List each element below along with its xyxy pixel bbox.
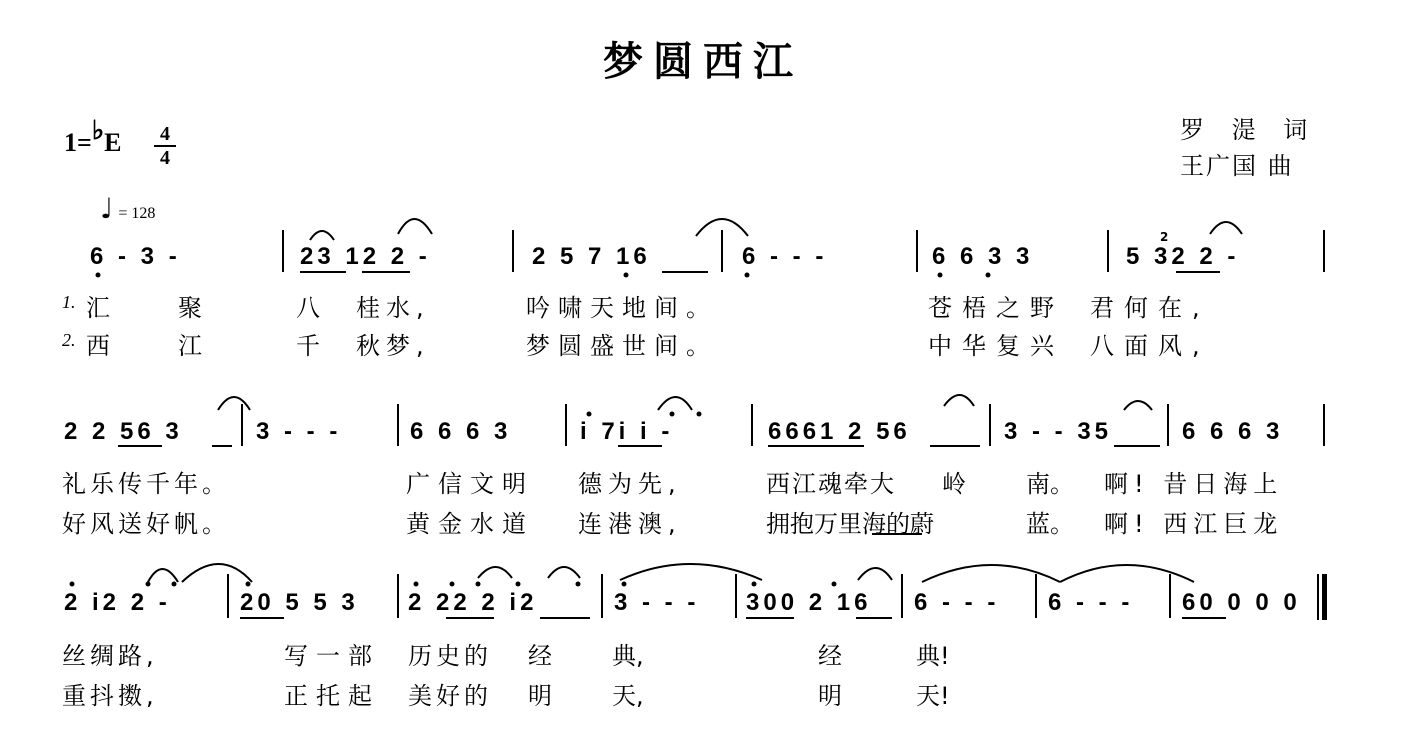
lyric-4-2: 黄金水道: [406, 510, 534, 538]
lyric-5-2: 写一部: [284, 642, 380, 670]
lyric-5-1: 丝绸路,: [62, 642, 158, 670]
lyric-3-3: 德为先,: [578, 470, 682, 498]
octave-dots: [70, 273, 991, 587]
measure-3-1: 2 i2 2 -: [64, 589, 171, 616]
flat-icon: ♭: [91, 116, 105, 145]
measure-3-6: 6 - - -: [914, 589, 1000, 616]
measure-1-2: 23 12 2 -: [300, 243, 431, 270]
lyric-1-4: 桂水,: [356, 294, 430, 322]
verse-number-1: 1.: [62, 292, 76, 312]
lyric-6-4: 明: [528, 682, 552, 710]
measure-3-8: 60 0 0 0: [1182, 589, 1301, 616]
barlines: [228, 230, 1324, 620]
lyric-6-1: 重抖擞,: [62, 682, 158, 710]
composer-credit: 王广国 曲: [1180, 152, 1294, 180]
lyric-1-5: 吟啸天地间。: [526, 294, 718, 322]
lyric-2-6: 中华复兴: [928, 332, 1064, 360]
slurs: [148, 219, 1242, 582]
lyric-2-5: 梦圆盛世间。: [526, 332, 718, 360]
measure-2-1: 2 2 56 3: [64, 418, 183, 445]
measure-2-7: 6 6 6 3: [1182, 418, 1284, 445]
measure-2-6: 3 - - 35: [1004, 418, 1113, 445]
lyric-1-2: 聚: [178, 294, 202, 322]
time-sig-top: 4: [160, 123, 170, 145]
lyric-1-6: 苍梧之野: [928, 294, 1064, 322]
lyric-2-4: 秋梦,: [356, 332, 430, 360]
measure-3-5: 300 2 16: [746, 589, 872, 616]
key-prefix: 1=: [64, 128, 92, 157]
lyric-1-3: 八: [296, 294, 320, 322]
lyric-3-5: 岭: [942, 470, 966, 498]
measure-2-5: 6661 2 56: [768, 418, 911, 445]
lyric-3-6: 南。: [1026, 470, 1074, 498]
measure-1-5: 6 6 3 3: [932, 243, 1034, 270]
measure-1-3: 2 5 7 16: [532, 243, 651, 270]
tempo-text: = 128: [118, 205, 156, 222]
lyric-5-7: 典!: [916, 642, 950, 670]
lyric-1-1: 汇: [86, 294, 110, 322]
measure-2-4: i 7i i -: [580, 418, 674, 445]
lyric-2-2: 江: [178, 332, 202, 360]
lyric-5-6: 经: [818, 642, 842, 670]
lyric-4-5: 蓝。: [1026, 510, 1074, 538]
lyric-3-2: 广信文明: [406, 470, 534, 498]
key-note: E: [104, 128, 122, 157]
measure-2-3: 6 6 6 3: [410, 418, 512, 445]
measure-1-1: 6 - 3 -: [90, 243, 181, 270]
lyric-4-3: 连港澳,: [578, 510, 682, 538]
measure-3-4: 3 - - -: [614, 589, 700, 616]
lyric-4-1: 好风送好帆。: [62, 510, 230, 538]
time-sig-bottom: 4: [160, 147, 170, 169]
grace-note: 2: [1160, 230, 1169, 244]
lyric-6-3: 美好的: [408, 682, 492, 710]
lyric-5-3: 历史的: [408, 642, 492, 670]
measure-3-7: 6 - - -: [1048, 589, 1134, 616]
lyric-4-4: 拥抱万里海的蔚: [766, 510, 934, 538]
lyric-3-7: 啊! 昔日海上: [1104, 470, 1284, 498]
lyric-5-4: 经: [528, 642, 552, 670]
lyric-1-7: 君何在,: [1090, 294, 1210, 322]
song-title: 梦圆西江: [603, 39, 803, 85]
verse-number-2: 2.: [62, 330, 76, 350]
lyric-6-6: 明: [818, 682, 842, 710]
lyric-2-1: 西: [86, 332, 110, 360]
lyric-4-6: 啊! 西江巨龙: [1104, 510, 1284, 538]
lyric-6-7: 天!: [916, 682, 950, 710]
lyric-3-1: 礼乐传千年。: [62, 470, 230, 498]
measure-3-2: 20 5 5 3: [240, 589, 359, 616]
lyric-2-3: 千: [296, 332, 320, 360]
lyricist-credit: 罗 湜 词: [1180, 116, 1318, 144]
measure-2-2: 3 - - -: [256, 418, 342, 445]
quarter-note-icon: ♩: [100, 192, 114, 225]
lyric-2-7: 八面风,: [1090, 332, 1210, 360]
lyric-6-5: 天,: [612, 682, 644, 710]
measure-1-6: 5 32 2 -: [1126, 243, 1240, 270]
lyric-3-4: 西江魂牵大: [766, 470, 896, 498]
final-barline: [1322, 574, 1327, 620]
lyric-6-2: 正托起: [284, 682, 380, 710]
measure-3-3: 2 22 2 i2: [408, 589, 538, 616]
lyric-5-5: 典,: [612, 642, 644, 670]
measure-1-4: 6 - - -: [742, 243, 828, 270]
